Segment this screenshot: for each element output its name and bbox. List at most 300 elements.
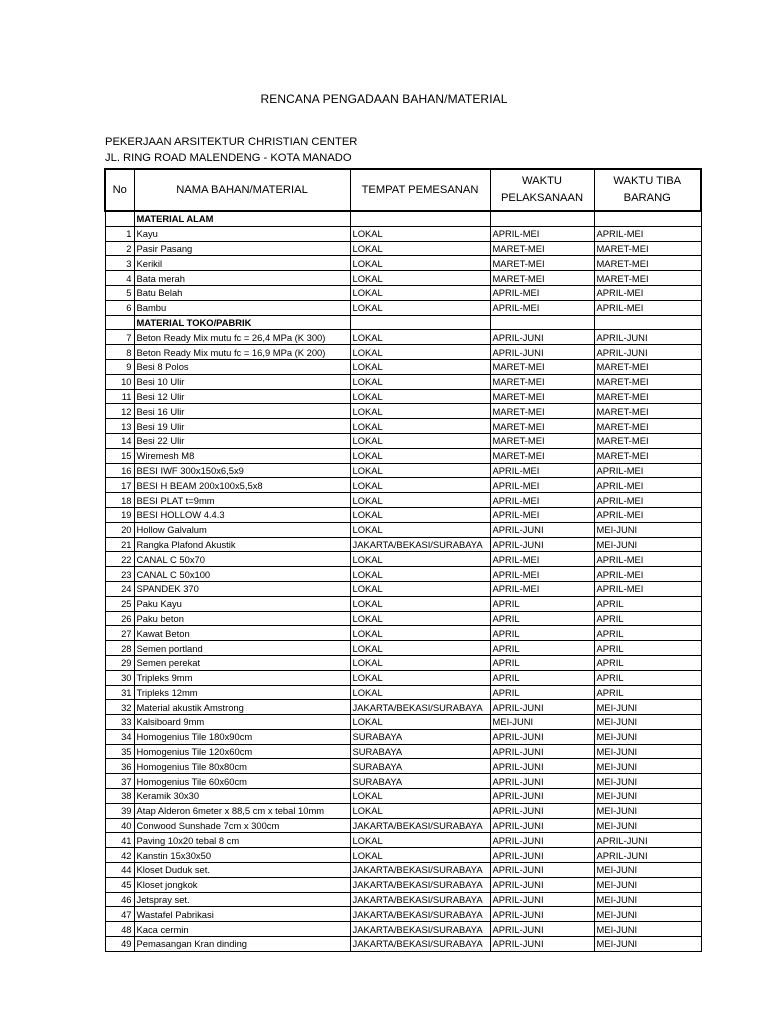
cell-arrival-time: APRIL-MEI — [594, 567, 701, 582]
cell-place: LOKAL — [350, 848, 490, 863]
table-body — [105, 211, 701, 951]
cell-exec-time: APRIL-JUNI — [490, 892, 594, 907]
cell-name: Besi 16 Ulir — [134, 404, 350, 419]
cell-arrival-time: MEI-JUNI — [594, 937, 701, 952]
cell-exec-time: APRIL-JUNI — [490, 803, 594, 818]
cell-arrival-time: MEI-JUNI — [594, 803, 701, 818]
cell-place: LOKAL — [350, 345, 490, 360]
cell-arrival-time: MARET-MEI — [594, 271, 701, 286]
cell-no: 5 — [105, 285, 134, 300]
cell-place: JAKARTA/BEKASI/SURABAYA — [350, 922, 490, 937]
table-row — [105, 522, 701, 537]
cell-name: MATERIAL TOKO/PABRIK — [134, 315, 350, 330]
cell-arrival-time: MEI-JUNI — [594, 789, 701, 804]
table-row — [105, 759, 701, 774]
cell-exec-time — [490, 211, 594, 226]
cell-arrival-time: APRIL — [594, 641, 701, 656]
table-row — [105, 877, 701, 892]
cell-exec-time: MARET-MEI — [490, 359, 594, 374]
table-row — [105, 271, 701, 286]
cell-no: 45 — [105, 877, 134, 892]
project-name: PEKERJAAN ARSITEKTUR CHRISTIAN CENTER — [105, 136, 358, 148]
cell-name: Bambu — [134, 300, 350, 315]
cell-arrival-time: APRIL — [594, 670, 701, 685]
cell-name: CANAL C 50x100 — [134, 567, 350, 582]
cell-arrival-time — [594, 315, 701, 330]
cell-no: 30 — [105, 670, 134, 685]
table-row — [105, 463, 701, 478]
cell-no: 47 — [105, 907, 134, 922]
cell-name: CANAL C 50x70 — [134, 552, 350, 567]
col-header-arrival-line2: BARANG — [623, 192, 671, 204]
cell-exec-time: APRIL-MEI — [490, 567, 594, 582]
cell-no: 18 — [105, 493, 134, 508]
cell-exec-time: APRIL-JUNI — [490, 937, 594, 952]
cell-name: Paving 10x20 tebal 8 cm — [134, 833, 350, 848]
cell-no: 34 — [105, 729, 134, 744]
cell-no: 29 — [105, 655, 134, 670]
table-row — [105, 478, 701, 493]
cell-exec-time: MARET-MEI — [490, 271, 594, 286]
cell-name: Besi 19 Ulir — [134, 419, 350, 434]
cell-no: 4 — [105, 271, 134, 286]
cell-exec-time: MARET-MEI — [490, 374, 594, 389]
cell-exec-time: APRIL-JUNI — [490, 729, 594, 744]
table-row — [105, 685, 701, 700]
cell-name: Bata merah — [134, 271, 350, 286]
table-row — [105, 774, 701, 789]
col-header-exec-time — [490, 169, 594, 211]
cell-place: LOKAL — [350, 433, 490, 448]
cell-place: JAKARTA/BEKASI/SURABAYA — [350, 818, 490, 833]
cell-name: Pasir Pasang — [134, 241, 350, 256]
table-row — [105, 833, 701, 848]
cell-arrival-time: MEI-JUNI — [594, 892, 701, 907]
cell-place: LOKAL — [350, 552, 490, 567]
cell-arrival-time: APRIL-JUNI — [594, 848, 701, 863]
col-header-arrival-line1: WAKTU TIBA — [613, 175, 682, 187]
col-header-place: TEMPAT PEMESANAN — [350, 169, 490, 211]
cell-name: BESI PLAT t=9mm — [134, 493, 350, 508]
table-row — [105, 670, 701, 685]
cell-exec-time: MARET-MEI — [490, 241, 594, 256]
cell-no: 23 — [105, 567, 134, 582]
cell-place: LOKAL — [350, 581, 490, 596]
table-row — [105, 285, 701, 300]
cell-place: JAKARTA/BEKASI/SURABAYA — [350, 863, 490, 878]
cell-no: 32 — [105, 700, 134, 715]
cell-name: Semen portland — [134, 641, 350, 656]
cell-place: LOKAL — [350, 404, 490, 419]
cell-name: SPANDEK 370 — [134, 581, 350, 596]
cell-no: 27 — [105, 626, 134, 641]
cell-arrival-time: APRIL-MEI — [594, 507, 701, 522]
cell-place: LOKAL — [350, 226, 490, 241]
cell-place: LOKAL — [350, 478, 490, 493]
cell-arrival-time: MEI-JUNI — [594, 715, 701, 730]
cell-name: Keramik 30x30 — [134, 789, 350, 804]
cell-name: Paku beton — [134, 611, 350, 626]
table-row — [105, 715, 701, 730]
cell-exec-time: MARET-MEI — [490, 419, 594, 434]
cell-name: Homogenius Tile 60x60cm — [134, 774, 350, 789]
table-row — [105, 863, 701, 878]
table-header — [105, 169, 701, 211]
cell-place: LOKAL — [350, 256, 490, 271]
category-row — [105, 211, 701, 226]
table-row — [105, 626, 701, 641]
table-row — [105, 641, 701, 656]
cell-name: Kayu — [134, 226, 350, 241]
col-header-arrival-time — [594, 169, 701, 211]
table-row — [105, 226, 701, 241]
cell-exec-time: APRIL-MEI — [490, 493, 594, 508]
cell-place: LOKAL — [350, 271, 490, 286]
cell-arrival-time: APRIL — [594, 611, 701, 626]
cell-exec-time: APRIL-MEI — [490, 226, 594, 241]
table-row — [105, 581, 701, 596]
cell-exec-time: APRIL-MEI — [490, 507, 594, 522]
cell-no: 37 — [105, 774, 134, 789]
table-row — [105, 448, 701, 463]
cell-no: 10 — [105, 374, 134, 389]
cell-arrival-time: MEI-JUNI — [594, 907, 701, 922]
cell-name: BESI IWF 300x150x6,5x9 — [134, 463, 350, 478]
cell-place: LOKAL — [350, 241, 490, 256]
cell-place: LOKAL — [350, 389, 490, 404]
table-row — [105, 359, 701, 374]
cell-arrival-time: APRIL — [594, 626, 701, 641]
cell-no: 14 — [105, 433, 134, 448]
cell-exec-time: APRIL-JUNI — [490, 877, 594, 892]
cell-name: Wiremesh M8 — [134, 448, 350, 463]
cell-place: LOKAL — [350, 567, 490, 582]
cell-place: LOKAL — [350, 655, 490, 670]
cell-name: Homogenius Tile 120x60cm — [134, 744, 350, 759]
table-row — [105, 892, 701, 907]
cell-no: 49 — [105, 937, 134, 952]
cell-no: 42 — [105, 848, 134, 863]
cell-exec-time: APRIL-JUNI — [490, 744, 594, 759]
cell-place: JAKARTA/BEKASI/SURABAYA — [350, 937, 490, 952]
cell-arrival-time: APRIL-MEI — [594, 285, 701, 300]
cell-arrival-time: APRIL-JUNI — [594, 833, 701, 848]
cell-no: 17 — [105, 478, 134, 493]
cell-place: LOKAL — [350, 789, 490, 804]
cell-no: 31 — [105, 685, 134, 700]
cell-arrival-time: MARET-MEI — [594, 433, 701, 448]
table-row — [105, 507, 701, 522]
table-row — [105, 404, 701, 419]
cell-place: JAKARTA/BEKASI/SURABAYA — [350, 700, 490, 715]
cell-arrival-time: APRIL — [594, 655, 701, 670]
cell-exec-time: APRIL-MEI — [490, 478, 594, 493]
cell-name: Besi 22 Ulir — [134, 433, 350, 448]
cell-exec-time: MARET-MEI — [490, 433, 594, 448]
cell-name: Kaca cermin — [134, 922, 350, 937]
cell-arrival-time: MARET-MEI — [594, 389, 701, 404]
cell-arrival-time — [594, 211, 701, 226]
cell-name: Homogenius Tile 180x90cm — [134, 729, 350, 744]
cell-no: 2 — [105, 241, 134, 256]
table-row — [105, 803, 701, 818]
table-row — [105, 744, 701, 759]
table-row — [105, 300, 701, 315]
cell-name: Kerikil — [134, 256, 350, 271]
table-row — [105, 818, 701, 833]
cell-arrival-time: MARET-MEI — [594, 374, 701, 389]
cell-no: 22 — [105, 552, 134, 567]
table-row — [105, 937, 701, 952]
cell-exec-time: APRIL-MEI — [490, 552, 594, 567]
cell-no: 26 — [105, 611, 134, 626]
cell-arrival-time: APRIL-MEI — [594, 463, 701, 478]
table-row — [105, 729, 701, 744]
cell-place: LOKAL — [350, 685, 490, 700]
cell-arrival-time: MARET-MEI — [594, 359, 701, 374]
cell-arrival-time: MEI-JUNI — [594, 537, 701, 552]
cell-place: JAKARTA/BEKASI/SURABAYA — [350, 907, 490, 922]
cell-name: BESI H BEAM 200x100x5,5x8 — [134, 478, 350, 493]
cell-arrival-time: MARET-MEI — [594, 448, 701, 463]
col-header-no: No — [105, 169, 134, 211]
cell-place: SURABAYA — [350, 729, 490, 744]
cell-exec-time: APRIL-MEI — [490, 300, 594, 315]
cell-exec-time: APRIL-JUNI — [490, 789, 594, 804]
cell-no: 3 — [105, 256, 134, 271]
cell-name: Atap Alderon 6meter x 88,5 cm x tebal 10mm — [134, 803, 350, 818]
col-header-exec-line2: PELAKSANAAN — [500, 192, 584, 204]
table-row — [105, 493, 701, 508]
cell-exec-time: MARET-MEI — [490, 404, 594, 419]
cell-name: Homogenius Tile 80x80cm — [134, 759, 350, 774]
cell-exec-time: APRIL — [490, 670, 594, 685]
cell-place: LOKAL — [350, 522, 490, 537]
cell-no: 33 — [105, 715, 134, 730]
cell-place: LOKAL — [350, 285, 490, 300]
table-row — [105, 655, 701, 670]
cell-arrival-time: APRIL-MEI — [594, 581, 701, 596]
cell-name: Kawat Beton — [134, 626, 350, 641]
cell-exec-time: APRIL-JUNI — [490, 848, 594, 863]
cell-arrival-time: APRIL — [594, 685, 701, 700]
cell-arrival-time: MARET-MEI — [594, 419, 701, 434]
cell-no: 35 — [105, 744, 134, 759]
cell-no — [105, 211, 134, 226]
cell-no: 13 — [105, 419, 134, 434]
cell-place: JAKARTA/BEKASI/SURABAYA — [350, 537, 490, 552]
table-row — [105, 389, 701, 404]
cell-arrival-time: APRIL-MEI — [594, 478, 701, 493]
cell-arrival-time: MEI-JUNI — [594, 863, 701, 878]
cell-name: Tripleks 9mm — [134, 670, 350, 685]
cell-place: SURABAYA — [350, 774, 490, 789]
cell-place: LOKAL — [350, 374, 490, 389]
table-row — [105, 433, 701, 448]
cell-no: 28 — [105, 641, 134, 656]
cell-name: Wastafel Pabrikasi — [134, 907, 350, 922]
cell-exec-time: APRIL-MEI — [490, 285, 594, 300]
cell-name: Besi 12 Ulir — [134, 389, 350, 404]
cell-name: Besi 8 Polos — [134, 359, 350, 374]
cell-name: Hollow Galvalum — [134, 522, 350, 537]
table-row — [105, 922, 701, 937]
cell-no: 48 — [105, 922, 134, 937]
table-row — [105, 848, 701, 863]
cell-exec-time: APRIL — [490, 611, 594, 626]
cell-name: Besi 10 Ulir — [134, 374, 350, 389]
cell-place: LOKAL — [350, 803, 490, 818]
cell-place: LOKAL — [350, 611, 490, 626]
cell-no: 7 — [105, 330, 134, 345]
page-title: RENCANA PENGADAAN BAHAN/MATERIAL — [260, 92, 508, 106]
cell-arrival-time: MARET-MEI — [594, 241, 701, 256]
cell-exec-time: APRIL-MEI — [490, 463, 594, 478]
cell-no: 11 — [105, 389, 134, 404]
table-row — [105, 241, 701, 256]
cell-exec-time: APRIL-JUNI — [490, 907, 594, 922]
cell-arrival-time: MEI-JUNI — [594, 877, 701, 892]
cell-place — [350, 211, 490, 226]
cell-exec-time: APRIL — [490, 596, 594, 611]
cell-name: Kalsiboard 9mm — [134, 715, 350, 730]
cell-no: 16 — [105, 463, 134, 478]
cell-place: JAKARTA/BEKASI/SURABAYA — [350, 892, 490, 907]
cell-exec-time: APRIL-JUNI — [490, 818, 594, 833]
cell-no: 20 — [105, 522, 134, 537]
cell-exec-time: APRIL-JUNI — [490, 522, 594, 537]
cell-exec-time: MARET-MEI — [490, 448, 594, 463]
cell-no: 36 — [105, 759, 134, 774]
cell-arrival-time: MARET-MEI — [594, 404, 701, 419]
table-row — [105, 596, 701, 611]
cell-name: MATERIAL ALAM — [134, 211, 350, 226]
cell-place: LOKAL — [350, 833, 490, 848]
cell-no: 6 — [105, 300, 134, 315]
cell-no: 19 — [105, 507, 134, 522]
cell-no: 44 — [105, 863, 134, 878]
col-header-name: NAMA BAHAN/MATERIAL — [134, 169, 350, 211]
table-row — [105, 419, 701, 434]
table-row — [105, 611, 701, 626]
col-header-exec-line1: WAKTU — [522, 175, 562, 187]
cell-no — [105, 315, 134, 330]
table-row — [105, 789, 701, 804]
table-row — [105, 567, 701, 582]
cell-no: 46 — [105, 892, 134, 907]
cell-arrival-time: MEI-JUNI — [594, 922, 701, 937]
cell-no: 41 — [105, 833, 134, 848]
cell-arrival-time: APRIL-MEI — [594, 493, 701, 508]
table-row — [105, 700, 701, 715]
cell-place: LOKAL — [350, 359, 490, 374]
cell-name: Jetspray set. — [134, 892, 350, 907]
cell-name: Batu Belah — [134, 285, 350, 300]
cell-arrival-time: MEI-JUNI — [594, 818, 701, 833]
cell-exec-time — [490, 315, 594, 330]
cell-place: LOKAL — [350, 419, 490, 434]
project-address: JL. RING ROAD MALENDENG - KOTA MANADO — [105, 152, 352, 164]
cell-no: 25 — [105, 596, 134, 611]
cell-exec-time: APRIL-JUNI — [490, 330, 594, 345]
cell-exec-time: APRIL-JUNI — [490, 922, 594, 937]
cell-no: 40 — [105, 818, 134, 833]
cell-no: 38 — [105, 789, 134, 804]
table-row — [105, 256, 701, 271]
cell-name: Beton Ready Mix mutu fc = 26,4 MPa (K 300) — [134, 330, 350, 345]
cell-exec-time: MARET-MEI — [490, 256, 594, 271]
cell-place: LOKAL — [350, 670, 490, 685]
cell-arrival-time: APRIL-MEI — [594, 300, 701, 315]
cell-name: Pemasangan Kran dinding — [134, 937, 350, 952]
cell-place: LOKAL — [350, 330, 490, 345]
cell-no: 12 — [105, 404, 134, 419]
cell-exec-time: APRIL-JUNI — [490, 863, 594, 878]
cell-name: Kloset Duduk set. — [134, 863, 350, 878]
cell-place: SURABAYA — [350, 744, 490, 759]
cell-name: Paku Kayu — [134, 596, 350, 611]
cell-place: LOKAL — [350, 715, 490, 730]
cell-no: 8 — [105, 345, 134, 360]
table-row — [105, 374, 701, 389]
cell-arrival-time: MEI-JUNI — [594, 744, 701, 759]
cell-exec-time: MARET-MEI — [490, 389, 594, 404]
cell-no: 21 — [105, 537, 134, 552]
cell-exec-time: APRIL-JUNI — [490, 345, 594, 360]
table-row — [105, 330, 701, 345]
cell-arrival-time: APRIL-JUNI — [594, 330, 701, 345]
category-row — [105, 315, 701, 330]
cell-name: Beton Ready Mix mutu fc = 16,9 MPa (K 200) — [134, 345, 350, 360]
cell-name: BESI HOLLOW 4.4.3 — [134, 507, 350, 522]
cell-place: SURABAYA — [350, 759, 490, 774]
cell-name: Kloset jongkok — [134, 877, 350, 892]
table-row — [105, 537, 701, 552]
cell-arrival-time: MEI-JUNI — [594, 522, 701, 537]
cell-name: Kanstin 15x30x50 — [134, 848, 350, 863]
cell-exec-time: MEI-JUNI — [490, 715, 594, 730]
cell-place: LOKAL — [350, 463, 490, 478]
cell-no: 15 — [105, 448, 134, 463]
cell-name: Tripleks 12mm — [134, 685, 350, 700]
cell-arrival-time: APRIL — [594, 596, 701, 611]
cell-exec-time: APRIL — [490, 685, 594, 700]
cell-arrival-time: APRIL-MEI — [594, 226, 701, 241]
cell-exec-time: APRIL-MEI — [490, 581, 594, 596]
cell-no: 39 — [105, 803, 134, 818]
cell-exec-time: APRIL — [490, 626, 594, 641]
cell-name: Semen perekat — [134, 655, 350, 670]
cell-arrival-time: MEI-JUNI — [594, 729, 701, 744]
cell-place: LOKAL — [350, 626, 490, 641]
table-row — [105, 345, 701, 360]
cell-place: LOKAL — [350, 493, 490, 508]
cell-exec-time: APRIL-JUNI — [490, 537, 594, 552]
cell-place: LOKAL — [350, 300, 490, 315]
cell-arrival-time: MEI-JUNI — [594, 759, 701, 774]
cell-exec-time: APRIL — [490, 641, 594, 656]
cell-place: LOKAL — [350, 596, 490, 611]
material-table — [104, 168, 702, 952]
cell-no: 1 — [105, 226, 134, 241]
cell-name: Conwood Sunshade 7cm x 300cm — [134, 818, 350, 833]
cell-no: 9 — [105, 359, 134, 374]
cell-no: 24 — [105, 581, 134, 596]
cell-name: Rangka Plafond Akustik — [134, 537, 350, 552]
cell-exec-time: APRIL-JUNI — [490, 700, 594, 715]
table-row — [105, 907, 701, 922]
cell-place: LOKAL — [350, 448, 490, 463]
